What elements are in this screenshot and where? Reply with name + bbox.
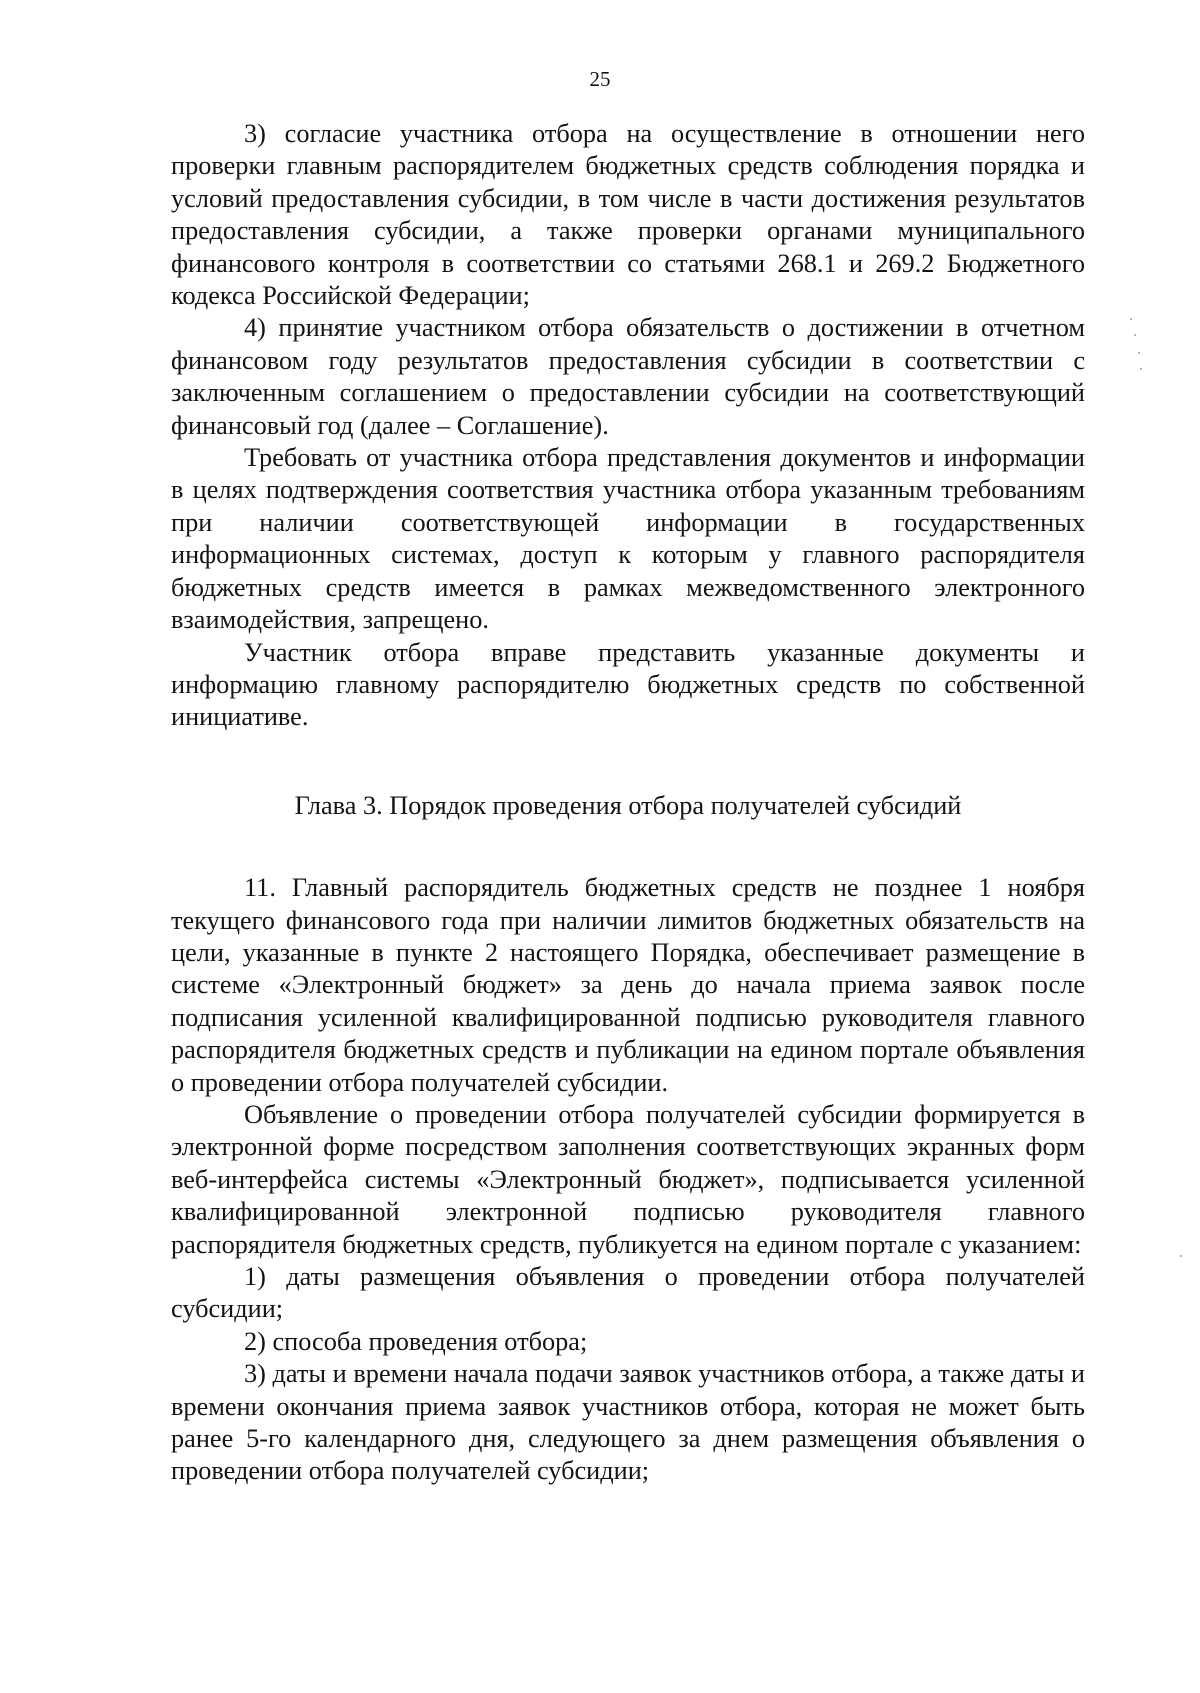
paragraph-clause-11: 11. Главный распорядитель бюджетных средств не позднее 1 ноября текущего финансового года при наличии лимитов бюджетных обязательств на цели, указанные в пункте 2 настоящего Порядка, обеспечивает размещение в системе «Электронный бюджет» за день до начала приема заявок после подписания усиленной квалифицированной подписью руководителя главного распорядителя бюджетных средств и публикации на едином портале объявления о проведении отбора получателей субсидии. <box>171 873 1085 1097</box>
paragraph-item-3-consent: 3) согласие участника отбора на осуществление в отношении него проверки главным распорядителем бюджетных средств соблюдения порядка и условий предоставления субсидии, в том числе в части достижения результатов предоставления субсидии, а также проверки органами муниципального финансового контроля в соответствии со статьями 268.1 и 269.2 Бюджетного кодекса Российской Федерации; <box>171 119 1085 311</box>
paragraph-prohibition: Требовать от участника отбора представления документов и информации в целях подтверждения соответствия участника отбора указанным требованиям при наличии соответствующей информации в государственных информационных системах, доступ к которым у главного распорядителя бюджетных средств имеется в рамках межведомственного электронного взаимодействия, запрещено. <box>171 443 1085 635</box>
paragraph-own-initiative: Участник отбора вправе представить указанные документы и информацию главному распорядителю бюджетных средств по собственной инициативе. <box>171 637 1085 732</box>
scan-speck <box>1134 334 1136 336</box>
chapter-title: Глава 3. Порядок проведения отбора получателей субсидий <box>294 790 962 820</box>
paragraph-announcement: Объявление о проведении отбора получателей субсидии формируется в электронной форме посредством заполнения соответствующих экранных форм веб-интерфейса системы «Электронный бюджет», подписывается усиленной квалифицированной электронной подписью руководителя главного распорядителя бюджетных средств, публикуется на едином портале с указанием: <box>171 1099 1085 1259</box>
scan-speck <box>1130 318 1132 320</box>
page-number: 25 <box>589 67 611 91</box>
scan-speck <box>1138 352 1140 354</box>
list-item-1-date: 1) даты размещения объявления о проведении отбора получателей субсидии; <box>171 1262 1085 1324</box>
scan-speck <box>1140 368 1142 370</box>
list-item-2-method: 2) способа проведения отбора; <box>244 1326 588 1356</box>
document-body <box>171 118 1085 1488</box>
paragraph-item-4-obligations: 4) принятие участником отбора обязательств о достижении в отчетном финансовом году результатов предоставления субсидии в соответствии с заключенным соглашением о предоставлении субсидии на соответствующий финансовый год (далее – Соглашение). <box>171 313 1085 440</box>
list-item-3-deadlines: 3) даты и времени начала подачи заявок участников отбора, а также даты и времени окончания приема заявок участников отбора, которая не может быть ранее 5-го календарного дня, следующего за днем размещения объявления о проведении отбора получателей субсидии; <box>171 1359 1085 1486</box>
scan-speck <box>1180 1255 1182 1257</box>
